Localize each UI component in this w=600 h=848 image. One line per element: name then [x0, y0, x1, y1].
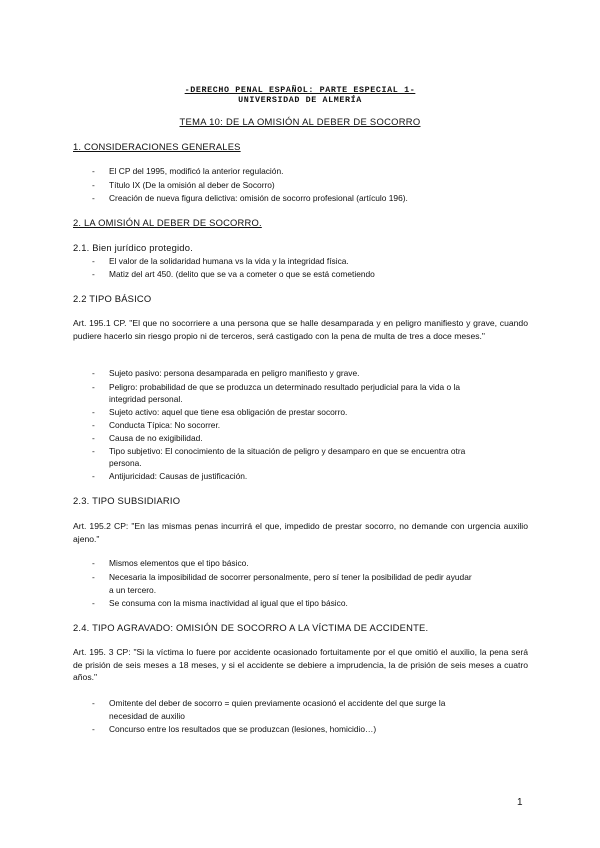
subsection-heading: 2.1. Bien jurídico protegido.	[73, 242, 193, 253]
bullet-dash: -	[92, 256, 95, 266]
bullet-dash: -	[92, 269, 95, 279]
list-item: Omitente del deber de socorro = quien previamente ocasionó el accidente del que surge la	[109, 698, 446, 708]
bullet-dash: -	[92, 433, 95, 443]
section-heading: 1. CONSIDERACIONES GENERALES	[73, 141, 241, 152]
bullet-dash: -	[92, 471, 95, 481]
list-item: Peligro: probabilidad de que se produzca un determinado resultado perjudicial para la vida o la	[109, 382, 461, 392]
list-item: Se consuma con la misma inactividad al igual que el tipo básico.	[109, 598, 348, 608]
list-item-continuation: integridad personal.	[109, 394, 183, 404]
subsection-heading: 2.3. TIPO SUBSIDIARIO	[73, 495, 181, 506]
bullet-dash: -	[92, 724, 95, 734]
bullet-dash: -	[92, 420, 95, 430]
bullet-dash: -	[92, 368, 95, 378]
subsection-heading: 2.4. TIPO AGRAVADO: OMISIÓN DE SOCORRO A LA VÍCTIMA DE ACCIDENTE.	[73, 622, 429, 633]
bullet-dash: -	[92, 698, 95, 708]
list-item-continuation: a un tercero.	[109, 585, 157, 595]
article-quote: Art. 195. 3 CP: "Si la víctima lo fuere por accidente ocasionado fortuitamente por el que omitió el auxilio, la pena será de prisión de seis meses a 18 meses, y si el accidente se debiere a imprudencia, la de prisión de seis meses a cuatro años."	[73, 647, 528, 683]
bullet-dash: -	[92, 558, 95, 568]
list-item: Sujeto pasivo: persona desamparada en peligro manifiesto y grave.	[109, 368, 360, 378]
bullet-dash: -	[92, 382, 95, 392]
list-item: Tipo subjetivo: El conocimiento de la situación de peligro y desamparo en que se encuentra otra	[109, 446, 466, 456]
list-item: El CP del 1995, modificó la anterior regulación.	[109, 166, 284, 176]
page-number: 1	[517, 797, 523, 808]
bullet-dash: -	[92, 407, 95, 417]
list-item-continuation: persona.	[109, 458, 142, 468]
list-item: Título IX (De la omisión al deber de Socorro)	[109, 180, 275, 190]
university-header: UNIVERSIDAD DE ALMERÍA	[238, 95, 362, 105]
bullet-dash: -	[92, 193, 95, 203]
list-item: Sujeto activo: aquel que tiene esa obligación de prestar socorro.	[109, 407, 348, 417]
bullet-dash: -	[92, 572, 95, 582]
list-item: Mismos elementos que el tipo básico.	[109, 558, 249, 568]
bullet-dash: -	[92, 166, 95, 176]
list-item: Conducta Típica: No socorrer.	[109, 420, 221, 430]
list-item: Necesaria la imposibilidad de socorrer personalmente, pero sí tener la posibilidad de pedir ayudar	[109, 572, 472, 582]
list-item: Matiz del art 450. (delito que se va a cometer o que se está cometiendo	[109, 269, 375, 279]
topic-title: TEMA 10: DE LA OMISIÓN AL DEBER DE SOCORRO	[179, 116, 421, 127]
article-quote: Art. 195.2 CP: "En las mismas penas incurrirá el que, impedido de prestar socorro, no demande con urgencia auxilio ajeno."	[73, 521, 528, 544]
list-item: El valor de la solidaridad humana vs la vida y la integridad física.	[109, 256, 349, 266]
list-item: Concurso entre los resultados que se produzcan (lesiones, homicidio…)	[109, 724, 377, 734]
course-header: -DERECHO PENAL ESPAÑOL: PARTE ESPECIAL 1-	[184, 85, 416, 95]
subsection-heading: 2.2 TIPO BÁSICO	[73, 293, 152, 304]
article-quote: Art. 195.1 CP. "El que no socorriere a una persona que se halle desamparada y en peligro manifiesto y grave, cuando pudiere hacerlo sin riesgo propio ni de terceros, será castigado con la pena de multa de tres a doce meses."	[73, 318, 528, 341]
section-heading: 2. LA OMISIÓN AL DEBER DE SOCORRO.	[73, 217, 262, 228]
list-item: Antijuricidad: Causas de justificación.	[109, 471, 248, 481]
list-item-continuation: necesidad de auxilio	[109, 711, 185, 721]
bullet-dash: -	[92, 598, 95, 608]
bullet-dash: -	[92, 446, 95, 456]
bullet-dash: -	[92, 180, 95, 190]
list-item: Creación de nueva figura delictiva: omisión de socorro profesional (artículo 196).	[109, 193, 408, 203]
list-item: Causa de no exigibilidad.	[109, 433, 203, 443]
